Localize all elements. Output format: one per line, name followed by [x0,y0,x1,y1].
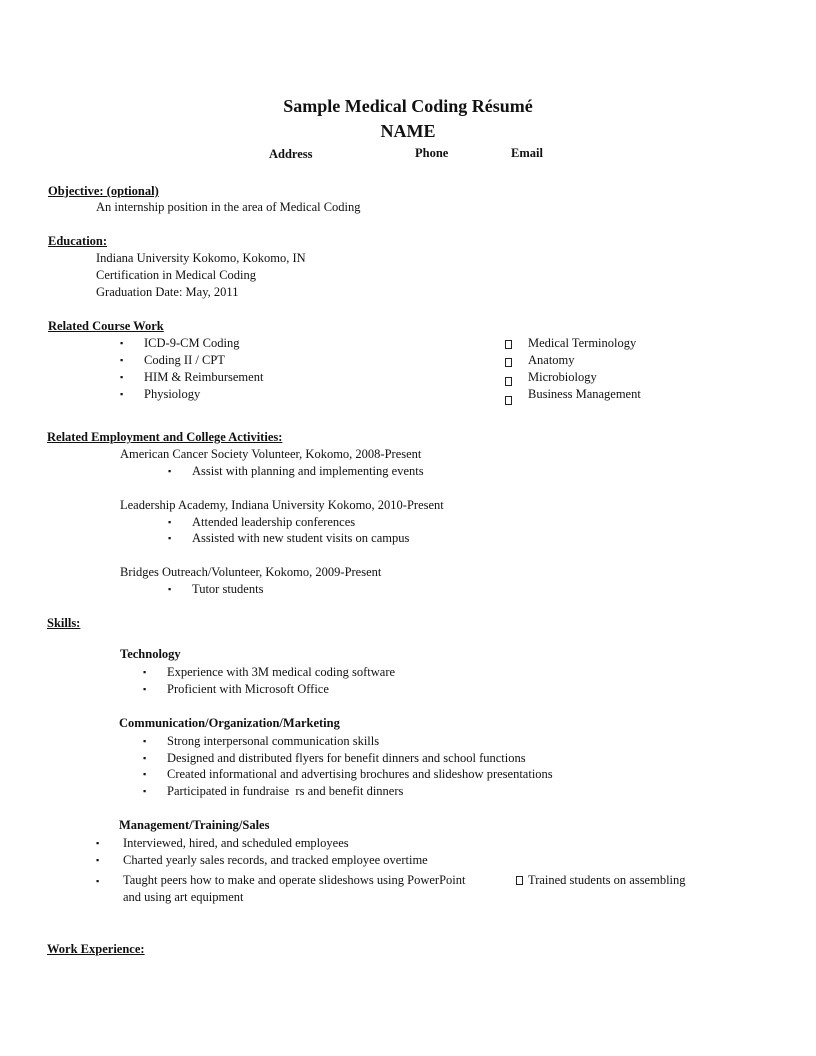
bullet-icon: ▪ [120,389,124,399]
course-item: Coding II / CPT [144,353,225,367]
employment-bullet: Assist with planning and implementing events [192,464,424,478]
bullet-icon: ▪ [143,769,147,779]
bullet-icon: ▪ [168,466,172,476]
employment-entry-title: Leadership Academy, Indiana University Kokomo, 2010-Present [120,498,444,512]
skills-management-title: Management/Training/Sales [119,818,270,832]
contact-address: Address [269,147,313,161]
skill-item: Participated in fundraise rs and benefit dinners [167,784,404,798]
course-item: ICD-9-CM Coding [144,336,240,350]
coursework-heading: Related Course Work [48,319,164,333]
bullet-icon: ▪ [96,838,100,848]
bullet-icon: ▪ [96,876,100,886]
skill-item: Designed and distributed flyers for benefit dinners and school functions [167,751,526,765]
course-item: Physiology [144,387,201,401]
education-line: Certification in Medical Coding [96,268,257,282]
bullet-icon: ▪ [120,355,124,365]
objective-heading: Objective: (optional) [48,184,159,198]
checkbox-glyph-icon [505,377,512,386]
skills-technology-title: Technology [120,647,181,661]
bullet-icon: ▪ [120,372,124,382]
course-item: HIM & Reimbursement [144,370,264,384]
employment-bullet: Tutor students [192,582,264,596]
course-item: Microbiology [528,370,597,384]
bullet-icon: ▪ [143,736,147,746]
checkbox-glyph-icon [505,396,512,405]
bullet-icon: ▪ [143,684,147,694]
skill-item: Created informational and advertising brochures and slideshow presentations [167,767,553,781]
skill-item-inline: Trained students on assembling [528,873,686,887]
candidate-name: NAME [380,121,436,141]
course-item: Anatomy [528,353,575,367]
bullet-icon: ▪ [143,786,147,796]
skill-item: Taught peers how to make and operate slideshows using PowerPoint [123,873,466,887]
bullet-icon: ▪ [168,584,172,594]
bullet-icon: ▪ [143,667,147,677]
employment-heading: Related Employment and College Activities: [47,430,283,444]
skill-item: Experience with 3M medical coding software [167,665,396,679]
education-line: Graduation Date: May, 2011 [96,285,239,299]
bullet-icon: ▪ [96,855,100,865]
contact-phone: Phone [415,146,449,160]
education-heading: Education: [48,234,108,248]
objective-text: An internship position in the area of Medical Coding [96,200,361,214]
bullet-icon: ▪ [168,517,172,527]
skills-communication-title: Communication/Organization/Marketing [119,716,340,730]
resume-title: Sample Medical Coding Résumé [283,96,533,116]
bullet-icon: ▪ [143,753,147,763]
skill-item: Strong interpersonal communication skills [167,734,380,748]
skill-item-continuation: and using art equipment [123,890,244,904]
employment-entry-title: American Cancer Society Volunteer, Kokomo, 2008-Present [120,447,422,461]
skill-item: Interviewed, hired, and scheduled employees [123,836,349,850]
skill-item: Charted yearly sales records, and tracked employee overtime [123,853,428,867]
employment-entry-title: Bridges Outreach/Volunteer, Kokomo, 2009-Present [120,565,382,579]
checkbox-glyph-icon [505,340,512,349]
education-line: Indiana University Kokomo, Kokomo, IN [96,251,306,265]
course-item: Business Management [528,387,641,401]
skills-heading: Skills: [47,616,81,630]
bullet-icon: ▪ [168,533,172,543]
course-item: Medical Terminology [528,336,637,350]
contact-email: Email [511,146,543,160]
checkbox-glyph-icon [505,358,512,367]
skill-item: Proficient with Microsoft Office [167,682,329,696]
employment-bullet: Attended leadership conferences [192,515,356,529]
employment-bullet: Assisted with new student visits on campus [192,531,410,545]
work-experience-heading: Work Experience: [47,942,145,956]
bullet-icon: ▪ [120,338,124,348]
checkbox-glyph-icon [516,876,523,885]
